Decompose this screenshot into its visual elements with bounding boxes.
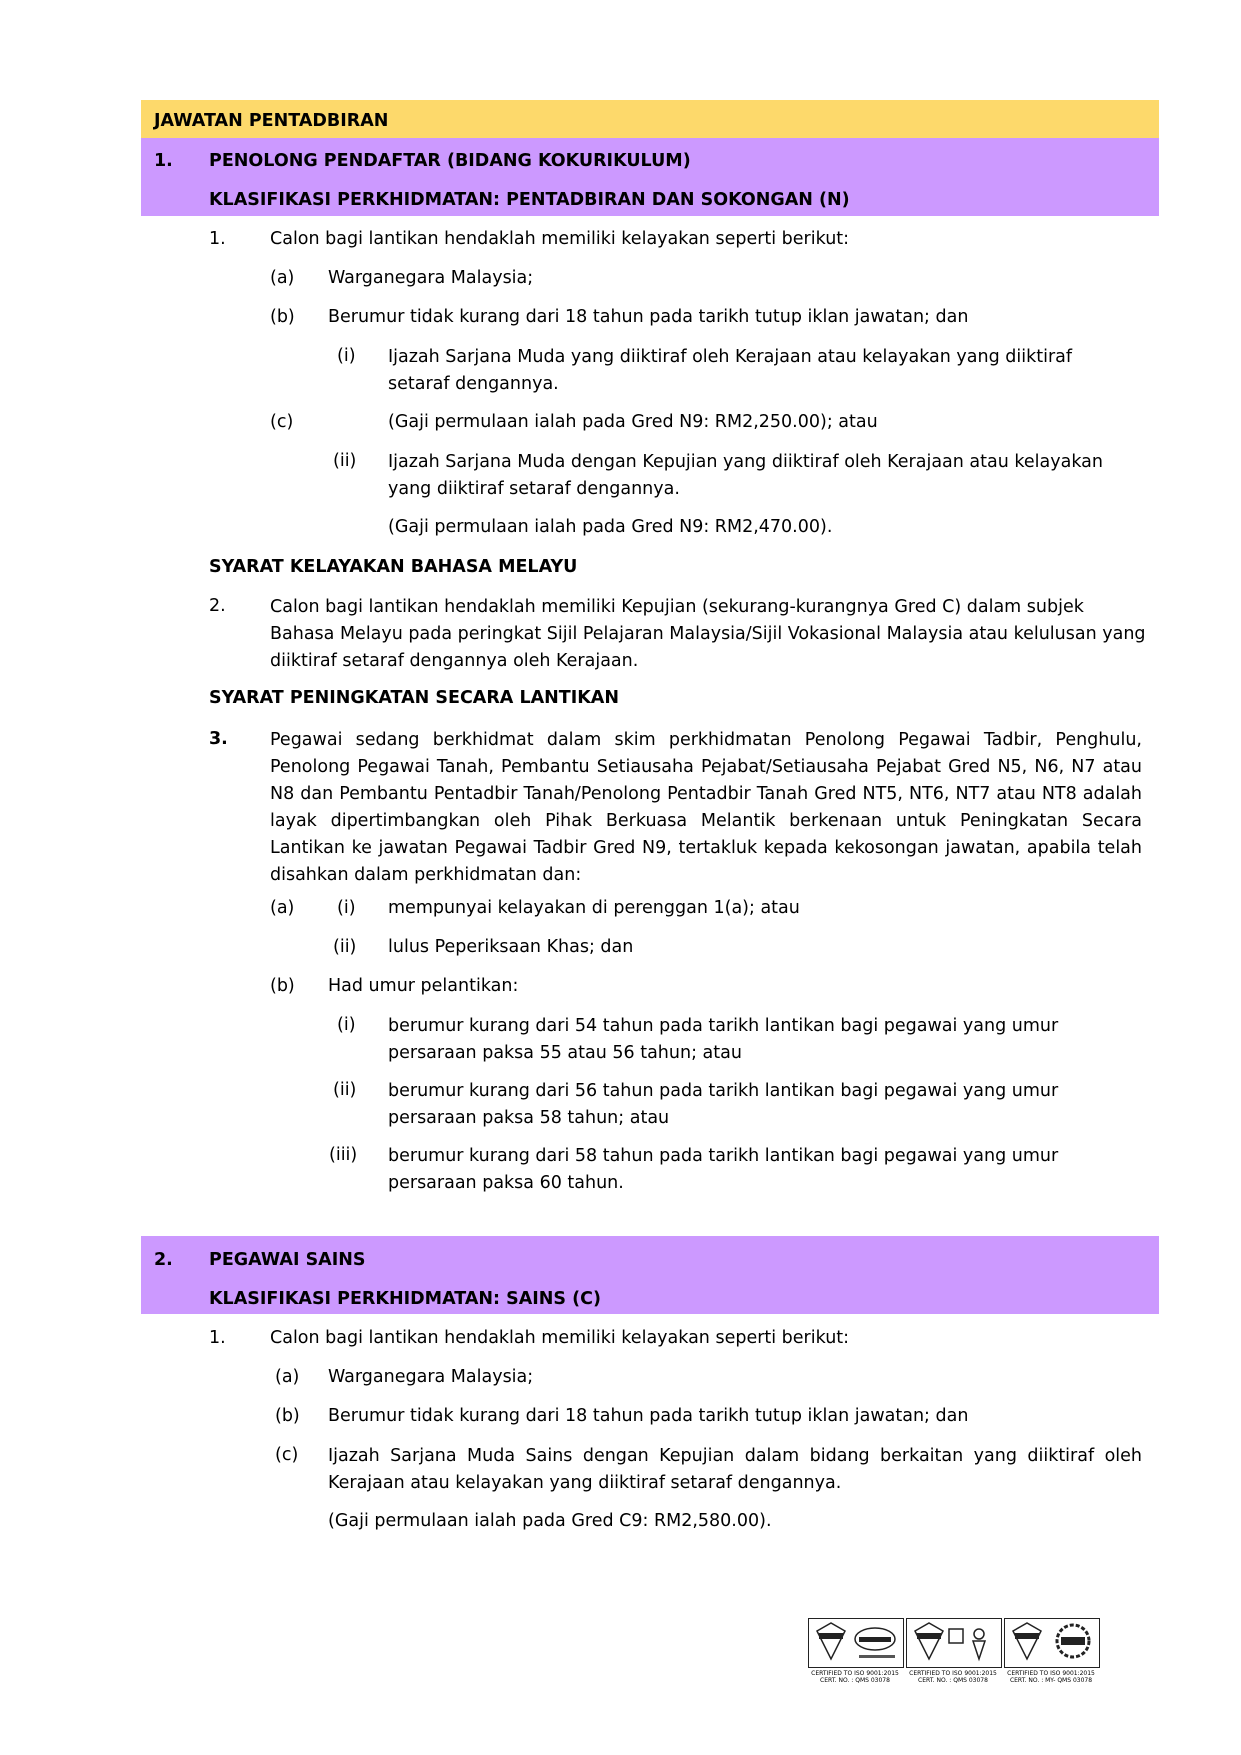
salary-note: (Gaji permulaan ialah pada Gred N9: RM2,250.00); atau bbox=[388, 412, 878, 432]
subitem-text: berumur kurang dari 56 tahun pada tarikh lantikan bagi pegawai yang umur persaraan paksa 58 tahun; atau bbox=[388, 1081, 1059, 1128]
section-1-classification: KLASIFIKASI PERKHIDMATAN: PENTADBIRAN DAN SOKONGAN (N) bbox=[209, 190, 850, 210]
subitem-text: Ijazah Sarjana Muda yang diiktiraf oleh Kerajaan atau kelayakan yang diiktiraf setaraf dengannya. bbox=[388, 347, 1073, 394]
item-label: (c) bbox=[270, 412, 294, 432]
iqnet-logo bbox=[1004, 1618, 1100, 1668]
item-text: Berumur tidak kurang dari 18 tahun pada tarikh tutup iklan jawatan; dan bbox=[328, 1406, 969, 1426]
iso-certification-logos bbox=[808, 1618, 1098, 1688]
para-text: Pegawai sedang berkhidmat dalam skim perkhidmatan Penolong Pegawai Tadbir, Penghulu, Penolong Pegawai Tanah, Pembantu Setiausaha Pejabat/Setiausaha Pejabat Gred N5, N6, N7 atau N8 dan Pembantu Pentadbir Tanah/Penolong Pentadbir Tanah Gred NT5, NT6, NT7 atau NT8 adalah layak dipertimbangkan oleh Pihak Berkuasa Melantik berkenaan untuk Peningkatan Secara Lantikan ke jawatan Pegawai Tadbir Gred N9, tertakluk kepada kekosongan jawatan, apabila telah disahkan dalam perkhidmatan dan: bbox=[270, 730, 1142, 885]
subsection-heading: SYARAT PENINGKATAN SECARA LANTIKAN bbox=[209, 688, 619, 708]
item-label: (b) bbox=[270, 307, 295, 327]
subitem-label: (i) bbox=[337, 1015, 356, 1035]
item-label: (a) bbox=[275, 1367, 300, 1387]
salary-note: (Gaji permulaan ialah pada Gred C9: RM2,580.00). bbox=[328, 1511, 772, 1531]
item-text: Had umur pelantikan: bbox=[328, 976, 519, 996]
item-text: Berumur tidak kurang dari 18 tahun pada tarikh tutup iklan jawatan; dan bbox=[328, 307, 969, 327]
item-label: (a) bbox=[270, 268, 295, 288]
subitem-label: (ii) bbox=[333, 451, 357, 471]
subitem-text: berumur kurang dari 58 tahun pada tarikh lantikan bagi pegawai yang umur persaraan paksa 60 tahun. bbox=[388, 1146, 1059, 1193]
cert-caption: CERTIFIED TO ISO 9001:2015 CERT. NO. : QMS 03078 bbox=[811, 1670, 899, 1684]
cert-caption: CERTIFIED TO ISO 9001:2015 CERT. NO. : QMS 03078 bbox=[909, 1670, 997, 1684]
section-2-number: 2. bbox=[154, 1250, 173, 1270]
section-1-title: PENOLONG PENDAFTAR (BIDANG KOKURIKULUM) bbox=[209, 151, 691, 171]
section-1-number: 1. bbox=[154, 151, 173, 171]
section-2-classification: KLASIFIKASI PERKHIDMATAN: SAINS (C) bbox=[209, 1289, 601, 1309]
subitem-text: mempunyai kelayakan di perenggan 1(a); atau bbox=[388, 898, 800, 918]
section-2-title: PEGAWAI SAINS bbox=[209, 1250, 366, 1270]
quality-system-logo bbox=[808, 1618, 904, 1668]
cert-caption: CERTIFIED TO ISO 9001:2015 CERT. NO. : MY- QMS 03078 bbox=[1007, 1670, 1095, 1684]
item-text: Ijazah Sarjana Muda Sains dengan Kepujian dalam bidang berkaitan yang diiktiraf oleh Kerajaan atau kelayakan yang diiktiraf setaraf dengannya. bbox=[328, 1446, 1142, 1493]
item-label: (c) bbox=[275, 1445, 299, 1465]
ukas-logo bbox=[906, 1618, 1002, 1668]
subitem-label: (ii) bbox=[333, 1080, 357, 1100]
item-label: (b) bbox=[275, 1406, 300, 1426]
subitem-text: berumur kurang dari 54 tahun pada tarikh lantikan bagi pegawai yang umur persaraan paksa 55 atau 56 tahun; atau bbox=[388, 1016, 1059, 1063]
para-number: 3. bbox=[209, 729, 228, 749]
para-text: Calon bagi lantikan hendaklah memiliki kelayakan seperti berikut: bbox=[270, 1328, 850, 1348]
item-label: (b) bbox=[270, 976, 295, 996]
subitem-label: (ii) bbox=[333, 937, 357, 957]
subitem-text: Ijazah Sarjana Muda dengan Kepujian yang diiktiraf oleh Kerajaan atau kelayakan yang diiktiraf setaraf dengannya. bbox=[388, 452, 1103, 499]
para-number: 1. bbox=[209, 229, 226, 249]
subitem-label: (iii) bbox=[329, 1145, 358, 1165]
para-text: Calon bagi lantikan hendaklah memiliki kelayakan seperti berikut: bbox=[270, 229, 850, 249]
item-label: (a) bbox=[270, 898, 295, 918]
para-text: Calon bagi lantikan hendaklah memiliki Kepujian (sekurang-kurangnya Gred C) dalam subjek Bahasa Melayu pada peringkat Sijil Pelajaran Malaysia/Sijil Vokasional Malaysia atau kelulusan yang diiktiraf setaraf dengannya oleh Kerajaan. bbox=[270, 597, 1146, 671]
subitem-label: (i) bbox=[337, 346, 356, 366]
para-number: 1. bbox=[209, 1328, 226, 1348]
subitem-text: lulus Peperiksaan Khas; dan bbox=[388, 937, 634, 957]
section-header: JAWATAN PENTADBIRAN bbox=[154, 111, 389, 131]
subitem-label: (i) bbox=[337, 898, 356, 918]
salary-note: (Gaji permulaan ialah pada Gred N9: RM2,470.00). bbox=[388, 517, 833, 537]
item-text: Warganegara Malaysia; bbox=[328, 268, 534, 288]
para-number: 2. bbox=[209, 596, 226, 616]
subsection-heading: SYARAT KELAYAKAN BAHASA MELAYU bbox=[209, 557, 578, 577]
item-text: Warganegara Malaysia; bbox=[328, 1367, 534, 1387]
